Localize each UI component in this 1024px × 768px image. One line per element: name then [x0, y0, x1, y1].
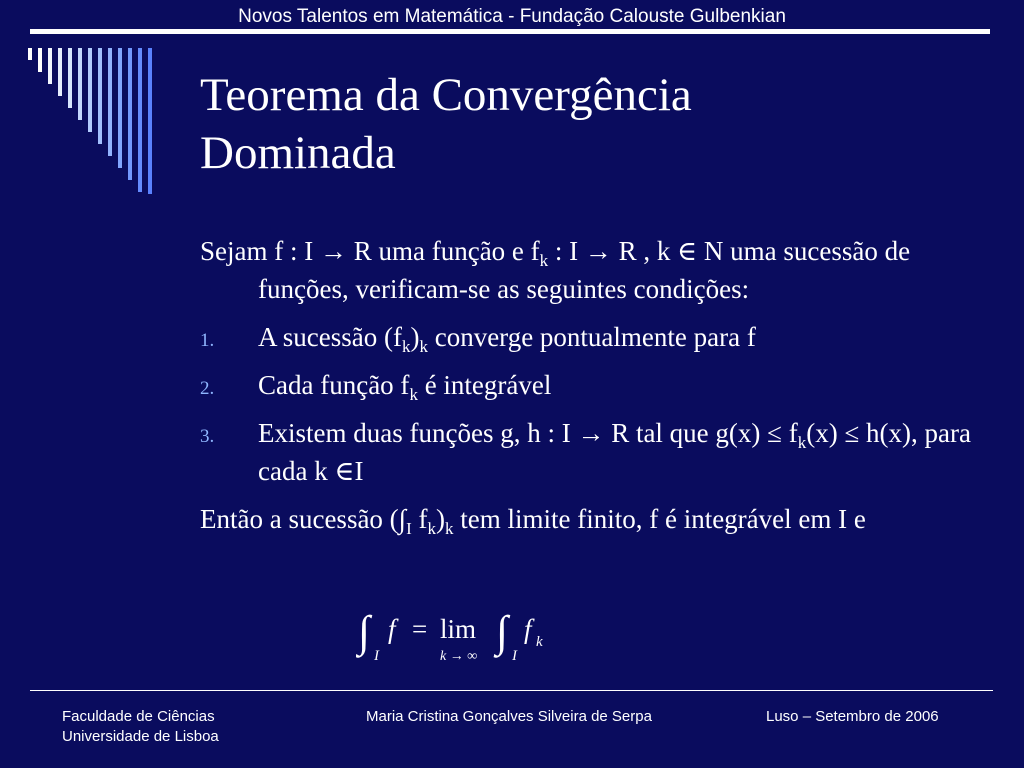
decor-bar [28, 48, 32, 60]
list-item [200, 366, 990, 404]
item-text: Cada função f [258, 370, 410, 400]
formula-f-2: f [524, 614, 532, 644]
intro-sub: k [539, 251, 549, 270]
conclusion-paragraph [200, 500, 990, 538]
formula-f: f [388, 614, 396, 644]
footer-divider [30, 690, 993, 691]
slide-title [200, 66, 980, 182]
item-number: 3. [200, 426, 215, 447]
item-text: Existem duas funções g, h : I → R tal que g(x) ≤ f [258, 418, 798, 448]
title-line-2: Dominada [200, 127, 396, 179]
item-text: A sucessão (f [258, 322, 402, 352]
decor-bar [38, 48, 42, 72]
item-number: 2. [200, 378, 215, 399]
formula-lim: lim [440, 614, 477, 644]
conclusion-text: tem limite finito, f é integrável em I e [453, 504, 866, 534]
conclusion-text: Então a sucessão (∫ [200, 504, 407, 534]
integral-sub-2: I [512, 648, 517, 664]
integral-sign: ∫ [358, 607, 371, 656]
conclusion-sub: k [445, 519, 454, 538]
integral-sign-2: ∫ [496, 607, 509, 656]
conclusion-sub: k [427, 519, 436, 538]
footer-date: Luso – Setembro de 2006 [766, 708, 939, 725]
header-divider [30, 29, 990, 34]
footer-author: Maria Cristina Gonçalves Silveira de Serpa [366, 708, 652, 725]
intro-text-1: Sejam f : I → R uma função e f [200, 236, 540, 266]
item-sub: k [401, 337, 411, 356]
title-line-1: Teorema da Convergência [200, 69, 692, 121]
decor-bar [128, 48, 132, 180]
conclusion-text: f [411, 504, 428, 534]
decor-bar [78, 48, 82, 120]
decor-bar [68, 48, 72, 108]
decor-bar [98, 48, 102, 144]
formula-lim-sub: k → ∞ [440, 649, 478, 664]
footer-faculty: Faculdade de Ciências [62, 708, 215, 725]
conclusion-text: ) [436, 504, 445, 534]
item-sub: k [797, 433, 807, 452]
intro-paragraph [200, 232, 990, 308]
footer-university: Universidade de Lisboa [62, 728, 219, 745]
slide-body [200, 232, 990, 548]
decor-bar [48, 48, 52, 84]
decor-bar [138, 48, 142, 192]
decor-bar [58, 48, 62, 96]
item-text: é integrável [417, 370, 552, 400]
item-sub: k [409, 385, 418, 404]
item-number: 1. [200, 330, 215, 351]
list-item [200, 414, 990, 490]
decor-bar [108, 48, 112, 156]
decor-bar [148, 48, 152, 194]
decor-bar [88, 48, 92, 132]
conclusion-sub: I [406, 519, 412, 538]
convergence-formula [356, 598, 556, 668]
formula-equals: = [412, 614, 428, 644]
header-text: Novos Talentos em Matemática - Fundação Calouste Gulbenkian [238, 6, 786, 27]
integral-sub: I [374, 648, 379, 664]
intro-text-2: : I → R , k ∈ N uma sucessão de funções, verificam-se as seguintes condições: [258, 236, 911, 304]
item-text: converge pontualmente para f [427, 322, 756, 352]
item-sub: k [419, 337, 428, 356]
footer-left [62, 707, 219, 747]
item-text: ) [410, 322, 420, 352]
item-text: (x) ≤ h(x), para cada k ∈I [258, 418, 971, 486]
formula-sub-k: k [536, 634, 543, 650]
list-item [200, 318, 990, 356]
decor-bar [118, 48, 122, 168]
